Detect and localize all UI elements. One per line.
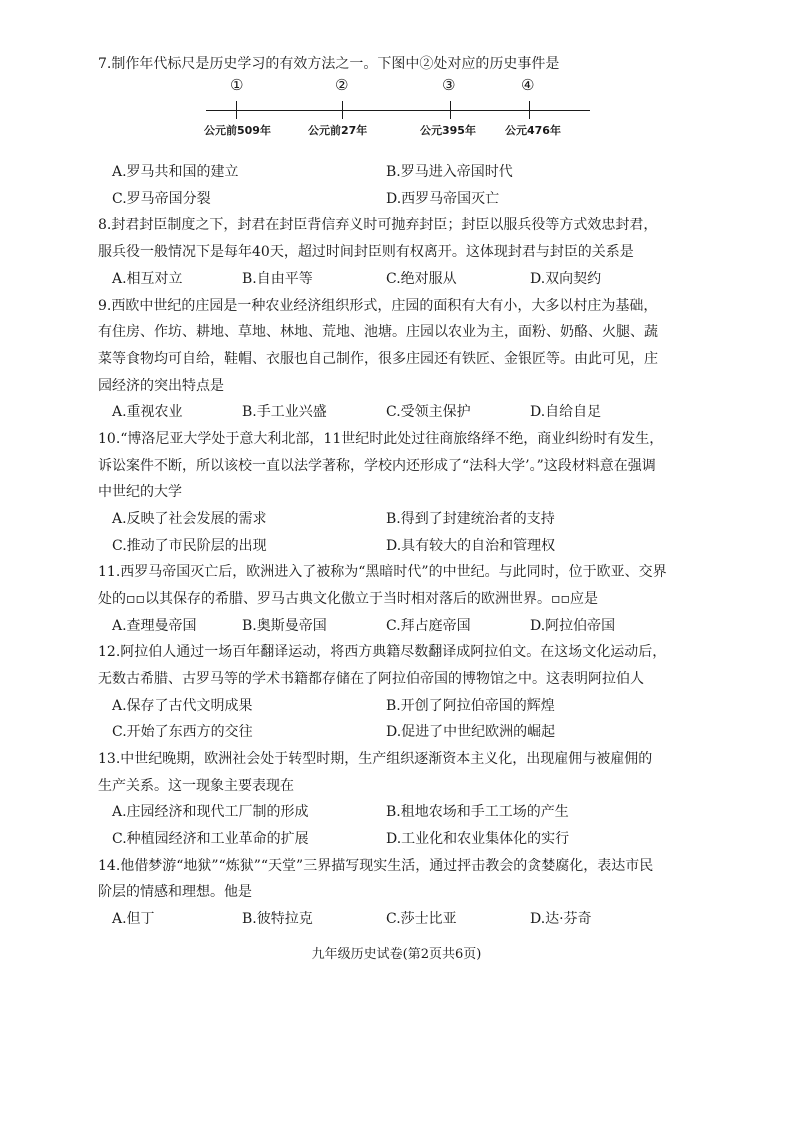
option-11b[interactable]: B.奥斯曼帝国: [242, 618, 327, 634]
question-9-stem: 园经济的突出特点是: [98, 378, 224, 394]
option-9c[interactable]: C.受领主保护: [386, 404, 471, 420]
option-7d[interactable]: D.西罗马帝国灭亡: [386, 191, 500, 207]
option-14b[interactable]: B.彼特拉克: [242, 911, 313, 927]
option-14d[interactable]: D.达·芬奇: [530, 911, 592, 927]
option-11d[interactable]: D.阿拉伯帝国: [530, 618, 616, 634]
question-14-stem: 阶层的情感和理想。他是: [98, 884, 252, 900]
option-10b[interactable]: B.得到了封建统治者的支持: [386, 511, 555, 527]
option-11a[interactable]: A.查理曼帝国: [112, 618, 197, 634]
timeline-marker-4: ④: [521, 76, 535, 94]
question-8-stem: 服兵役一般情况下是每年40天，超过时间封臣则有权离开。这体现封君与封臣的关系是: [98, 244, 634, 260]
timeline-label: 公元前27年: [308, 124, 368, 137]
question-14-stem: 14.他借梦游“地狱”“炼狱”“天堂”三界描写现实生活，通过抨击教会的贪婪腐化，表达市民: [98, 858, 654, 874]
question-10-stem: 诉讼案件不断，所以该校一直以法学著称，学校内还形成了“法科大学’。”这段材料意在强调: [98, 458, 656, 474]
option-12c[interactable]: C.开始了东西方的交往: [112, 724, 253, 740]
question-11-stem: 11.西罗马帝国灭亡后，欧洲进入了被称为“黑暗时代”的中世纪。与此同时，位于欧亚、交界: [98, 564, 667, 580]
timeline-tick: [236, 101, 237, 119]
timeline-marker-2: ②: [335, 76, 349, 94]
question-9-stem: 有住房、作坊、耕地、草地、林地、荒地、池塘。庄园以农业为主，面粉、奶酪、火腿、蔬: [98, 324, 658, 340]
option-9b[interactable]: B.手工业兴盛: [242, 404, 327, 420]
question-12-stem: 12.阿拉伯人通过一场百年翻译运动，将西方典籍尽数翻译成阿拉伯文。在这场文化运动后，: [98, 644, 667, 660]
timeline-tick: [450, 101, 451, 119]
question-9-stem: 9.西欧中世纪的庄园是一种农业经济组织形式，庄园的面积有大有小，大多以村庄为基础，: [98, 298, 658, 314]
question-10-stem: 10.“博洛尼亚大学处于意大利北部，11世纪时此处过往商旅络绎不绝，商业纠纷时有发生，: [98, 431, 664, 447]
option-8a[interactable]: A.相互对立: [112, 271, 183, 287]
question-9-stem: 菜等食物均可自给，鞋帽、衣服也自己制作，很多庄园还有铁匠、金银匠等。由此可见，庄: [98, 351, 658, 367]
question-12-stem: 无数古希腊、古罗马等的学术书籍都存储在了阿拉伯帝国的博物馆之中。这表明阿拉伯人: [98, 671, 644, 687]
option-11c[interactable]: C.拜占庭帝国: [386, 618, 471, 634]
question-13-stem: 生产关系。这一现象主要表现在: [98, 778, 294, 794]
timeline-axis: [206, 110, 590, 111]
option-12a[interactable]: A.保存了古代文明成果: [112, 698, 253, 714]
question-7-stem: 7.制作年代标尺是历史学习的有效方法之一。下图中②处对应的历史事件是: [98, 56, 560, 72]
option-7c[interactable]: C.罗马帝国分裂: [112, 191, 211, 207]
question-10-stem: 中世纪的大学: [98, 484, 182, 500]
timeline-ruler: [196, 76, 596, 142]
option-8b[interactable]: B.自由平等: [242, 271, 313, 287]
timeline-marker-1: ①: [230, 76, 244, 94]
option-7b[interactable]: B.罗马进入帝国时代: [386, 164, 513, 180]
option-13d[interactable]: D.工业化和农业集体化的实行: [386, 831, 570, 847]
option-13c[interactable]: C.种植园经济和工业革命的扩展: [112, 831, 309, 847]
option-8d[interactable]: D.双向契约: [530, 271, 602, 287]
option-9a[interactable]: A.重视农业: [112, 404, 183, 420]
option-14c[interactable]: C.莎士比亚: [386, 911, 457, 927]
option-10a[interactable]: A.反映了社会发展的需求: [112, 511, 267, 527]
option-12d[interactable]: D.促进了中世纪欧洲的崛起: [386, 724, 556, 740]
timeline-marker-3: ③: [442, 76, 456, 94]
option-13a[interactable]: A.庄园经济和现代工厂制的形成: [112, 804, 309, 820]
option-7a[interactable]: A.罗马共和国的建立: [112, 164, 239, 180]
option-9d[interactable]: D.自给自足: [530, 404, 602, 420]
option-8c[interactable]: C.绝对服从: [386, 271, 457, 287]
question-11-stem: 处的▫▫以其保存的希腊、罗马古典文化傲立于当时相对落后的欧洲世界。▫▫应是: [98, 591, 598, 607]
question-13-stem: 13.中世纪晚期，欧洲社会处于转型时期，生产组织逐渐资本主义化，出现雇佣与被雇佣的: [98, 751, 653, 767]
option-13b[interactable]: B.租地农场和手工工场的产生: [386, 804, 569, 820]
page-footer: 九年级历史试卷(第2页共6页): [311, 947, 482, 962]
timeline-tick: [342, 101, 343, 119]
timeline-tick: [529, 101, 530, 119]
option-10c[interactable]: C.推动了市民阶层的出现: [112, 538, 267, 554]
timeline-label: 公元前509年: [204, 124, 271, 137]
option-12b[interactable]: B.开创了阿拉伯帝国的辉煌: [386, 698, 555, 714]
option-14a[interactable]: A.但丁: [112, 911, 155, 927]
timeline-label: 公元395年: [420, 124, 476, 137]
option-10d[interactable]: D.具有较大的自治和管理权: [386, 538, 556, 554]
question-8-stem: 8.封君封臣制度之下，封君在封臣背信弃义时可抛弃封臣；封臣以服兵役等方式效忠封君，: [98, 217, 658, 233]
timeline-label: 公元476年: [505, 124, 561, 137]
